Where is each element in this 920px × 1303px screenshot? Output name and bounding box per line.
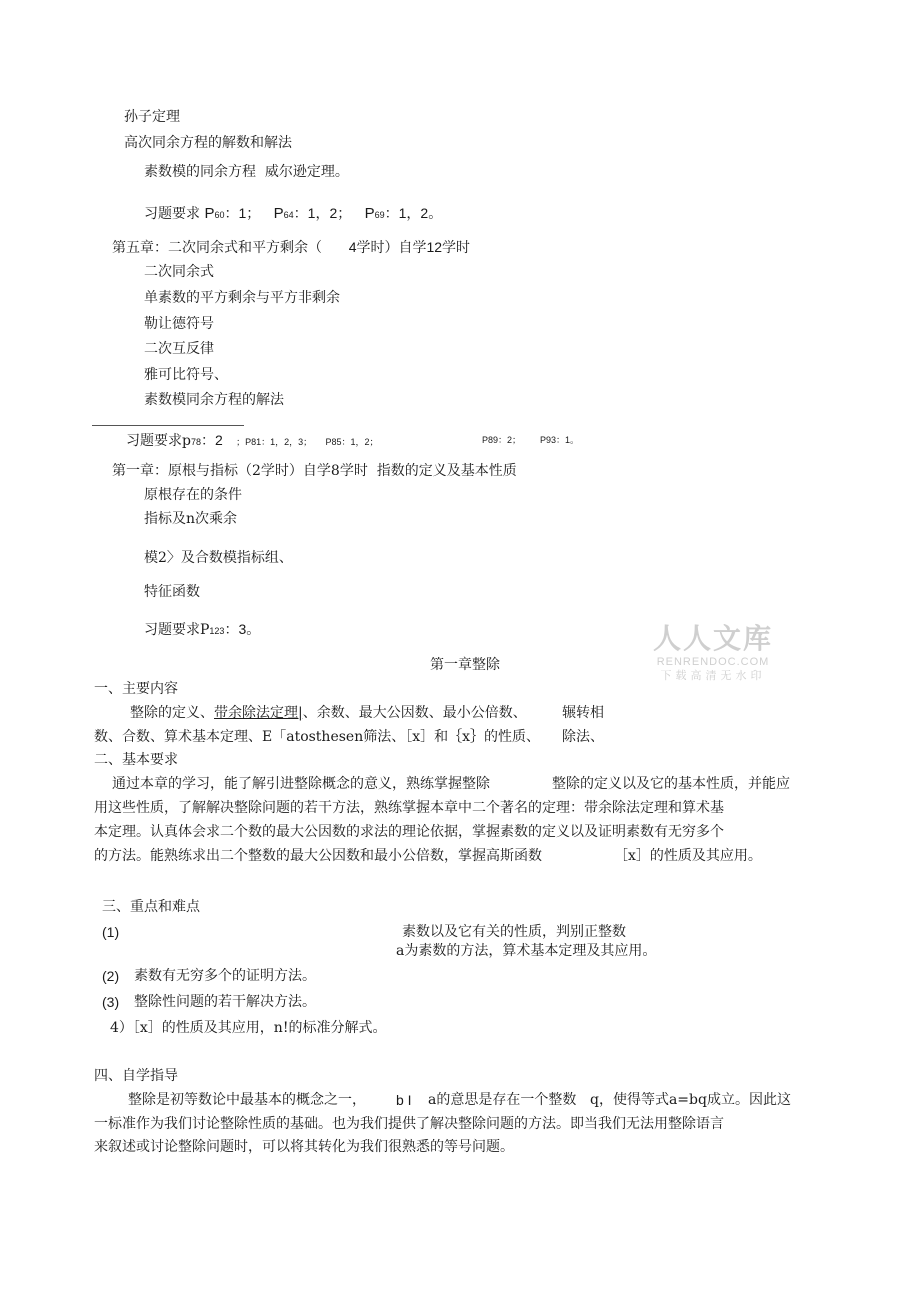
- exercise-page-number: 60: [214, 210, 225, 220]
- exercise-page-letter: P: [204, 205, 215, 222]
- exercise-page-number: 78: [190, 437, 201, 447]
- key-point-3: 整除性问题的若干解决方法。: [134, 994, 316, 1010]
- key-point-2: 素数有无穷多个的证明方法。: [134, 968, 316, 984]
- chapter-primitive-root-topic: 指数的定义及基本性质: [376, 463, 517, 479]
- prime-modulus-text: 素数模的同余方程: [144, 164, 256, 180]
- requirements-line-4a: 的方法。能熟练求出二个整数的最大公因数和最小公倍数，掌握高斯函数: [94, 848, 542, 864]
- ch5-item: 单素数的平方剩余与平方非剩余: [144, 290, 340, 306]
- requirements-line-4b: ［x］的性质及其应用。: [614, 848, 762, 864]
- ch6-item: 原根存在的条件: [144, 487, 242, 503]
- section-divider: [92, 425, 244, 426]
- watermark-logo: [648, 622, 778, 683]
- exercise-line-ch6: [144, 620, 260, 640]
- exercise-page-number: 64: [283, 210, 294, 220]
- topic-prime-modulus-congruence: [144, 163, 349, 181]
- chapter-1-title: 第一章整除: [430, 657, 500, 673]
- requirements-line-1a: 通过本章的学习，能了解引进整除概念的意义，熟练掌握整除: [112, 776, 490, 792]
- ch6-item: 指标及n次乘余: [144, 511, 238, 527]
- key-point-number: (1): [102, 924, 120, 940]
- requirements-line-1b: 整除的定义以及它的基本性质，并能应: [552, 776, 790, 792]
- section-basic-requirements-heading: 二、基本要求: [94, 752, 178, 768]
- wilson-theorem-text: 威尔逊定理。: [264, 164, 349, 180]
- key-point-1a: 素数以及它有关的性质，判别正整数: [402, 924, 626, 940]
- main-content-text: 除法、: [562, 729, 604, 745]
- exercise-problems: ：1；: [224, 205, 261, 221]
- exercise-problems: ：1，2；: [293, 205, 352, 221]
- exercise-problems: ：2: [200, 432, 223, 448]
- topic-sunzi-theorem: 孙子定理: [124, 109, 180, 125]
- key-point-number: (2): [102, 968, 120, 984]
- ch5-item: 雅可比符号、: [144, 367, 228, 383]
- chapter-primitive-root-heading: [112, 462, 517, 480]
- section-key-points-heading: 三、重点和难点: [102, 899, 200, 915]
- ch5-item: 二次互反律: [144, 341, 214, 357]
- key-point-1b: a为素数的方法，算术基本定理及其应用。: [396, 943, 657, 959]
- key-point-number: (3): [102, 994, 120, 1010]
- ch5-item: 二次同余式: [144, 264, 214, 280]
- exercise-problems: P89：2；: [482, 435, 522, 445]
- ch5-item: 勒让德符号: [144, 316, 214, 332]
- self-study-line-3: 来叙述或讨论整除问题时，可以将其转化为我们很熟悉的等号问题。: [94, 1139, 514, 1155]
- requirements-line-2: 用这些性质，了解解决整除问题的若干方法，熟练掌握本章中二个著名的定理：带余除法定理和算术基: [94, 800, 724, 816]
- self-study-line-1a: 整除是初等数论中最基本的概念之一，: [128, 1092, 366, 1108]
- exercise-label: 习题要求p: [126, 433, 191, 449]
- self-study-line-1c: a的意思是存在一个整数: [428, 1092, 577, 1108]
- main-content-text: 辗转相: [562, 705, 604, 721]
- chapter-5-hours: 4学时）自学12学时: [348, 239, 471, 255]
- self-study-line-2: 一标准作为我们讨论整除性质的基础。也为我们提供了解决整除问题的方法。即当我们无法用整除语言: [94, 1116, 724, 1132]
- main-content-text: 、余数、最大公因数、最小公倍数、: [302, 705, 527, 721]
- exercise-page-number: 69: [374, 210, 385, 220]
- topic-high-order-congruence: 高次同余方程的解数和解法: [124, 135, 292, 151]
- self-study-line-1b: b I: [396, 1092, 412, 1108]
- exercise-page-letter: P: [364, 205, 375, 222]
- watermark-domain: RENRENDOC.COM: [656, 656, 770, 668]
- requirements-line-3: 本定理。认真体会求二个数的最大公因数的求法的理论依据，掌握素数的定义以及证明素数有无穷多个: [94, 824, 724, 840]
- watermark-slogan: 下载高清无水印: [660, 669, 766, 682]
- division-algorithm-link: 带余除法定理|: [214, 705, 303, 721]
- chapter-primitive-root-title: 第一章：原根与指标（2学时）自学8学时: [112, 463, 368, 479]
- ch6-item: 特征函数: [144, 584, 200, 600]
- ch6-item: 模2〉及合数模指标组、: [144, 550, 293, 566]
- main-content-text: 整除的定义、: [130, 705, 214, 721]
- section-main-content-heading: 一、主要内容: [94, 681, 178, 697]
- key-point-4: 4）［x］的性质及其应用，n!的标准分解式。: [110, 1020, 387, 1036]
- ch5-item: 素数模同余方程的解法: [144, 392, 284, 408]
- exercise-label: 习题要求: [144, 206, 200, 222]
- exercise-page-number: 123: [209, 626, 225, 636]
- section-self-study-heading: 四、自学指导: [94, 1068, 178, 1084]
- chapter-5-title: 第五章：二次同余式和平方剩余（: [112, 240, 322, 256]
- exercise-label: 习题要求P: [144, 622, 210, 638]
- exercise-problems: ：1，2。: [384, 205, 443, 221]
- exercise-problems: ：3。: [224, 621, 261, 637]
- watermark-title: 人人文库: [652, 622, 773, 655]
- exercise-problems: P93：1。: [540, 435, 580, 445]
- exercise-page-letter: P: [273, 205, 284, 222]
- exercise-line-sec4: [144, 204, 442, 224]
- chapter-5-heading: [112, 238, 470, 257]
- self-study-line-1d: q，使得等式a=bq成立。因此这: [590, 1092, 791, 1108]
- exercise-problems: P85：1，2；: [325, 437, 379, 447]
- main-content-line-1: [130, 704, 527, 722]
- main-content-line-2: 数、合数、算术基本定理、E「atosthesen筛法、［x］和｛x｝的性质、: [94, 729, 541, 745]
- exercise-line-ch5: [126, 431, 379, 451]
- exercise-problems: ；P81：1，2，3；: [236, 437, 313, 447]
